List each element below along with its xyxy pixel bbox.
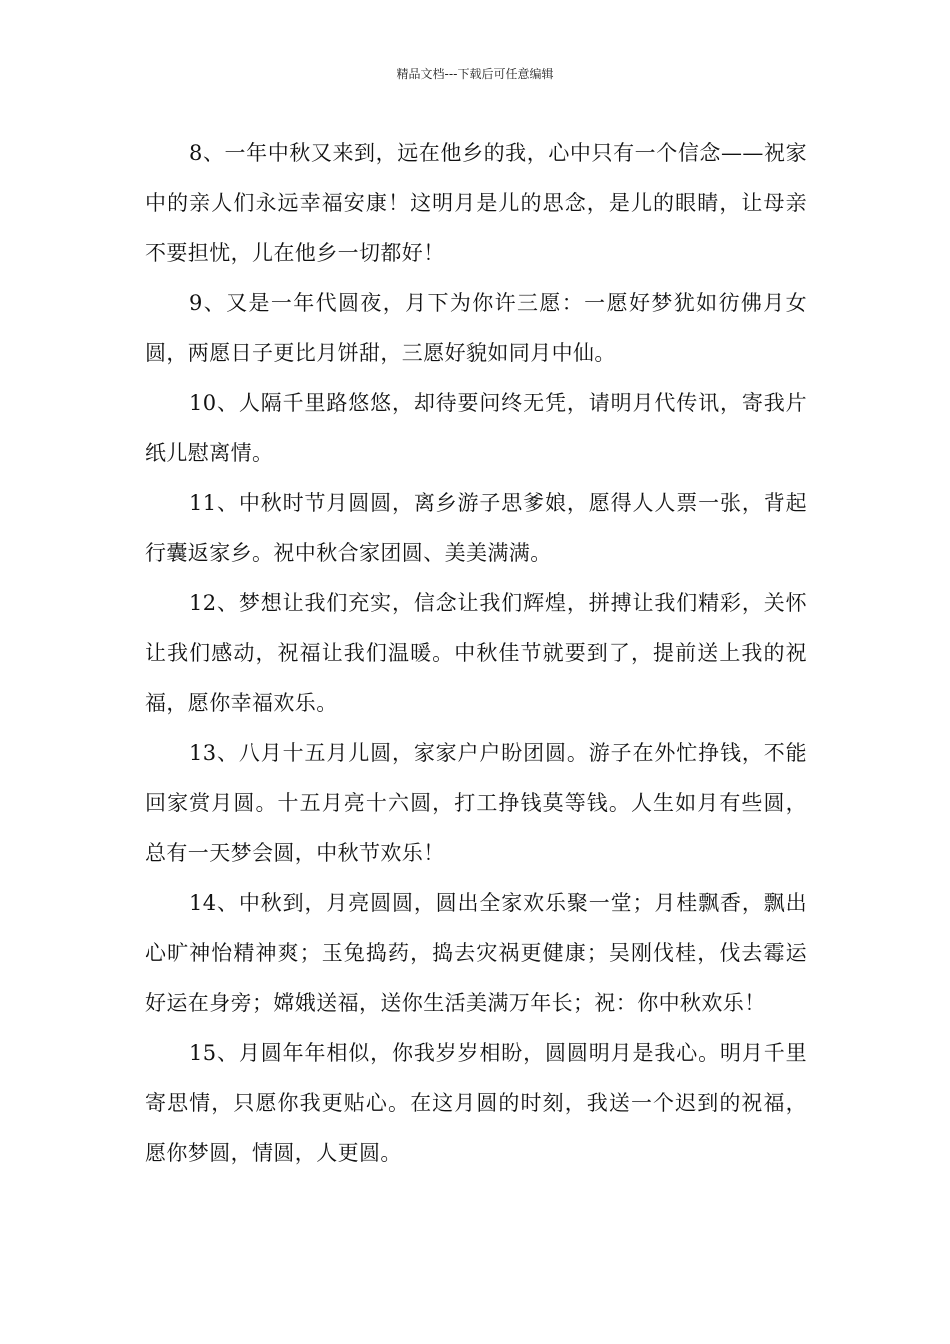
- page-header: 精品文档---下载后可任意编辑: [396, 67, 554, 81]
- paragraph-9: 9、又是一年代圆夜，月下为你许三愿：一愿好梦犹如彷佛月女圆，两愿日子更比月饼甜，三愿好貌如同月中仙。: [145, 291, 807, 365]
- paragraph-11: 11、中秋时节月圆圆，离乡游子思爹娘，愿得人人票一张，背起行囊返家乡。祝中秋合家团圆、美美满满。: [145, 491, 807, 565]
- paragraph-14: 14、中秋到，月亮圆圆，圆出全家欢乐聚一堂；月桂飘香，飘出心旷神怡精神爽；玉兔捣药，捣去灾祸更健康；吴刚伐桂，伐去霉运好运在身旁；嫦娥送福，送你生活美满万年长；祝：你中秋欢乐！: [145, 891, 807, 1015]
- paragraph-15: 15、月圆年年相似，你我岁岁相盼，圆圆明月是我心。明月千里寄思情，只愿你我更贴心。在这月圆的时刻，我送一个迟到的祝福，愿你梦圆，情圆，人更圆。: [145, 1041, 807, 1165]
- paragraph-10: 10、人隔千里路悠悠，却待要问终无凭，请明月代传讯，寄我片纸儿慰离情。: [145, 391, 807, 465]
- paragraph-12: 12、梦想让我们充实，信念让我们辉煌，拼搏让我们精彩，关怀让我们感动，祝福让我们温暖。中秋佳节就要到了，提前送上我的祝福，愿你幸福欢乐。: [145, 591, 807, 715]
- document-body: [145, 128, 807, 1178]
- paragraph-13: 13、八月十五月儿圆，家家户户盼团圆。游子在外忙挣钱，不能回家赏月圆。十五月亮十六圆，打工挣钱莫等钱。人生如月有些圆，总有一天梦会圆，中秋节欢乐！: [145, 741, 807, 865]
- paragraph-8: 8、一年中秋又来到，远在他乡的我，心中只有一个信念——祝家中的亲人们永远幸福安康！这明月是儿的思念，是儿的眼睛，让母亲不要担忧，儿在他乡一切都好！: [145, 141, 807, 265]
